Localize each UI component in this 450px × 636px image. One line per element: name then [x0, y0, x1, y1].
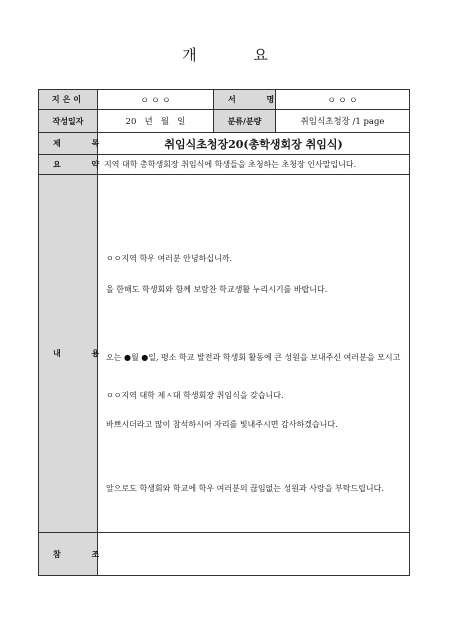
author-value[interactable]: ㅇ ㅇ ㅇ	[98, 90, 214, 110]
content-paragraph-closing: 앞으로도 학생회와 학교에 학우 여러분의 끊임없는 성원과 사랑을 부탁드립니다.	[106, 484, 384, 493]
page-title: 개 요	[182, 46, 294, 64]
reference-value[interactable]	[98, 533, 410, 576]
signature-value[interactable]: ㅇ ㅇ ㅇ	[276, 90, 410, 110]
content-body[interactable]	[98, 175, 410, 533]
reference-label: 참 조	[39, 533, 98, 576]
content-paragraph-thanks: 바쁘시더라고 많이 참석하시어 자리를 빛내주시면 감사하겠습니다.	[106, 420, 338, 429]
document-info-table	[38, 89, 410, 576]
author-row	[39, 90, 410, 110]
date-row	[39, 110, 410, 133]
date-label: 작성일자	[39, 110, 98, 133]
date-value[interactable]: 20 년 월 일	[98, 110, 214, 133]
content-row	[39, 175, 410, 533]
summary-label: 요 약	[39, 155, 98, 175]
reference-row	[39, 533, 410, 576]
subject-label: 제 목	[39, 133, 98, 155]
author-label: 지은이	[39, 90, 98, 110]
subject-row	[39, 133, 410, 155]
subject-value[interactable]: 취임식초청장20(총학생회장 취임식)	[98, 133, 410, 155]
content-paragraph-greeting: ㅇㅇ지역 학우 여러분 안녕하십니까.	[106, 254, 233, 263]
summary-row	[39, 155, 410, 175]
content-paragraph-invitation: 오는 ●월 ●일, 평소 학교 발전과 학생회 활동에 큰 성원을 보내주신 여러분을 모시고 ㅇㅇ지역 대학 제ㅅ대 학생회장 취임식을 갖습니다.	[106, 353, 401, 400]
signature-label: 서 명	[214, 90, 276, 110]
category-value[interactable]: 취임식초청장 /1 page	[276, 110, 410, 133]
content-paragraph-wishes: 올 한해도 학생회와 함께 보람찬 학교생활 누리시기를 바랍니다.	[106, 285, 328, 294]
content-label: 내 용	[39, 175, 98, 533]
summary-value[interactable]: 지역 대학 총학생회장 취임식에 학생들을 초청하는 초청장 인사말입니다.	[98, 155, 410, 175]
category-label: 분류/분량	[214, 110, 276, 133]
